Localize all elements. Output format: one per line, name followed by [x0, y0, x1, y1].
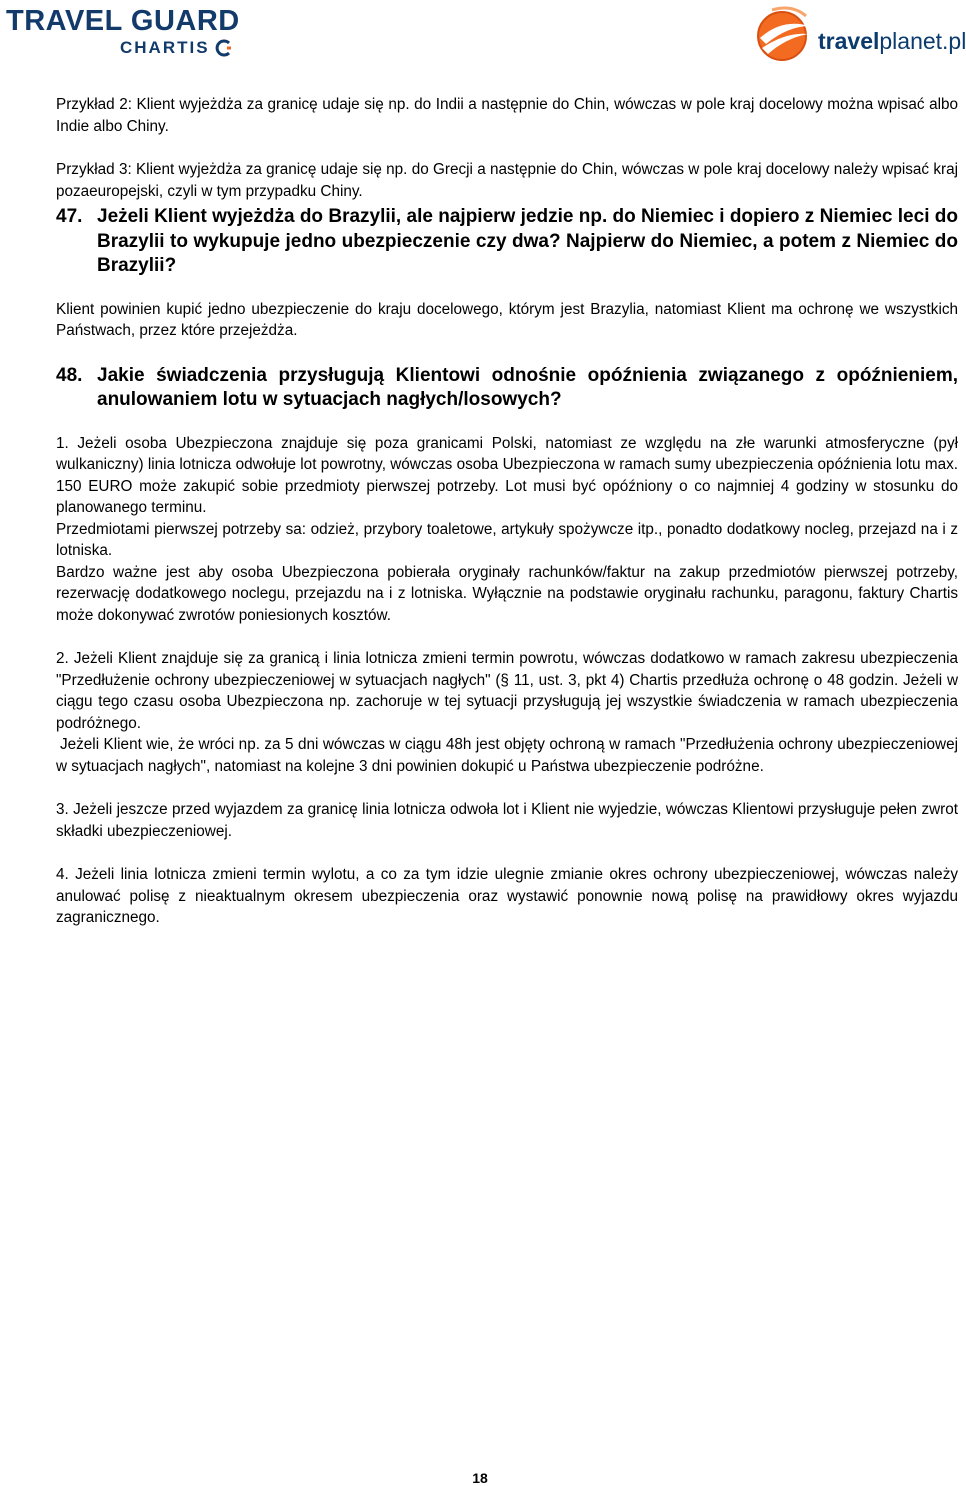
travelplanet-logo-travel: travel	[818, 28, 880, 54]
travelplanet-swirl-icon	[752, 4, 816, 64]
travelplanet-logo-planet: planet	[879, 28, 943, 54]
question-48-number: 48.	[56, 364, 83, 386]
example-2-paragraph: Przykład 2: Klient wyjeżdża za granicę udaje się np. do Indii a następnie do Chin, wówczas w pole kraj docelowy można wpisać albo Indie albo Chiny.	[56, 96, 958, 135]
answer-item-1-c: Bardzo ważne jest aby osoba Ubezpieczona pobierała oryginały rachunków/faktur na zakup przedmiotów pierwszej potrzeby, rezerwację dodatkowego noclegu, przejazdu na i z lotniska. Wyłącznie na podstawie oryginału rachunku, paragonu, faktury Chartis może dokonywać zwrotów poniesionych kosztów.	[56, 563, 958, 624]
document-body	[56, 94, 958, 929]
question-47-text: Jeżeli Klient wyjeżdża do Brazylii, ale najpierw jedzie np. do Niemiec i dopiero z Niemiec leci do Brazylii to wykupuje jedno ubezpieczenie czy dwa? Najpierw do Niemiec, a potem z Niemiec do Brazylii?	[97, 206, 958, 276]
travel-guard-logo-text: TRAVEL GUARD	[6, 5, 240, 37]
question-47-number: 47.	[56, 206, 83, 227]
question-47	[56, 205, 958, 279]
answer-item-1-a: 1. Jeżeli osoba Ubezpieczona znajduje się poza granicami Polski, natomiast ze względu na złe warunki atmosferyczne (pył wulkaniczny) linia lotnicza odwołuje lot powrotny, wówczas osoba Ubezpieczona w ramach sumy ubezpieczenia opóźnienia lotu max. 150 EURO może zakupić sobie przedmioty pierwszej potrzeby. Lot musi być opóźniony o co najmniej 4 godziny w stosunku do planowanego terminu.	[56, 434, 958, 516]
travelplanet-logo-domain: .pl	[942, 28, 966, 54]
page-number: 18	[472, 1470, 488, 1486]
answer-item-3: 3. Jeżeli jeszcze przed wyjazdem za granicę linia lotnicza odwoła lot i Klient nie wyjedzie, wówczas Klientowi przysługuje pełen zwrot składki ubezpieczeniowej.	[56, 801, 958, 840]
chartis-logo-icon	[214, 39, 232, 57]
answer-item-1-b: Przedmiotami pierwszej potrzeby sa: odzież, przybory toaletowe, artykuły spożywcze itp., ponadto dodatkowy nocleg, przejazd na i z lotniska.	[56, 520, 958, 559]
travelplanet-logo	[752, 4, 966, 64]
page-header	[0, 0, 966, 70]
question-47-answer: Klient powinien kupić jedno ubezpieczenie do kraju docelowego, którym jest Brazylia, natomiast Klient ma ochronę we wszystkich Państwach, przez które przejeżdża.	[56, 300, 958, 339]
answer-item-4: 4. Jeżeli linia lotnicza zmieni termin wylotu, a co za tym idzie ulegnie zmianie okres ochrony ubezpieczeniowej, wówczas należy anulować polisę z nieaktualnym okresem ubezpieczenia oraz wystawić ponownie nową polisę na prawidłowy okres wyjazdu zagranicznego.	[56, 866, 958, 926]
answer-item-2-a: 2. Jeżeli Klient znajduje się za granicą i linia lotnicza zmieni termin powrotu, wówczas dodatkowo w ramach zakresu ubezpieczenia "Przedłużenie ochrony ubezpieczeniowej w sytuacjach nagłych" (§ 11, ust. 3, pkt 4) Chartis przedłuża ochronę o 48 godzin. Jeżeli w ciągu tego czasu osoba Ubezpieczona np. zachoruje w tej sytuacji przysługują jej wszystkie świadczenia w ramach ubezpieczenia podróżnego.	[56, 650, 958, 732]
question-48-text: Jakie świadczenia przysługują Klientowi odnośnie opóźnienia związanego z opóźnieniem, anulowaniem lotu w sytuacjach nagłych/losowych?	[97, 364, 958, 410]
chartis-logo-text: CHARTIS	[120, 38, 210, 57]
example-3-paragraph: Przykład 3: Klient wyjeżdża za granicę udaje się np. do Grecji a następnie do Chin, wówczas w pole kraj docelowy należy wpisać kraj pozaeuropejski, czyli w tym przypadku Chiny.	[56, 161, 958, 200]
answer-item-2-b: Jeżeli Klient wie, że wróci np. za 5 dni wówczas w ciągu 48h jest objęty ochroną w ramach "Przedłużenia ochrony ubezpieczeniowej w sytuacjach nagłych", natomiast na kolejne 3 dni powinien dokupić u Państwa ubezpieczenie podróżne.	[56, 736, 958, 775]
travel-guard-chartis-logo	[6, 5, 240, 57]
question-48	[56, 364, 958, 413]
